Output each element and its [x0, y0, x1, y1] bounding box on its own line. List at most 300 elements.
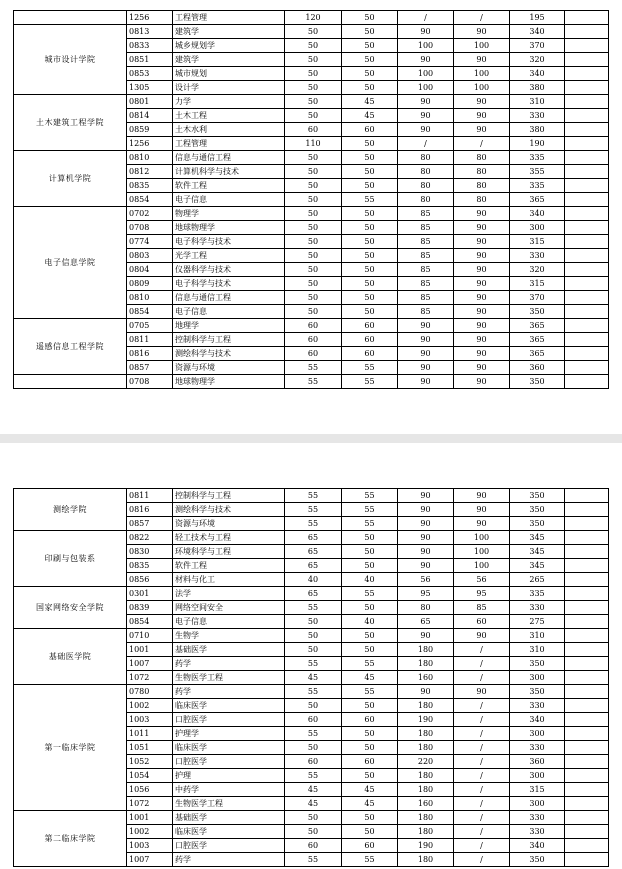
subject2-cell: /: [454, 741, 510, 755]
table-row: [14, 587, 609, 601]
english-cell: 60: [342, 347, 398, 361]
code-cell: 0812: [127, 165, 173, 179]
college-name-cell: 计算机学院: [14, 151, 127, 207]
total-cell: 380: [510, 81, 565, 95]
note-cell: [565, 769, 609, 783]
major-cell: 工程管理: [173, 11, 285, 25]
english-cell: 50: [342, 81, 398, 95]
note-cell: [565, 25, 609, 39]
note-cell: [565, 179, 609, 193]
subject1-cell: 85: [398, 235, 454, 249]
note-cell: [565, 249, 609, 263]
note-cell: [565, 783, 609, 797]
subject2-cell: 90: [454, 489, 510, 503]
english-cell: 50: [342, 11, 398, 25]
subject1-cell: 180: [398, 643, 454, 657]
politics-cell: 60: [285, 755, 342, 769]
subject2-cell: /: [454, 811, 510, 825]
subject2-cell: /: [454, 657, 510, 671]
english-cell: 50: [342, 221, 398, 235]
subject1-cell: 95: [398, 587, 454, 601]
major-cell: 仪器科学与技术: [173, 263, 285, 277]
note-cell: [565, 361, 609, 375]
note-cell: [565, 193, 609, 207]
english-cell: 40: [342, 615, 398, 629]
total-cell: 370: [510, 39, 565, 53]
total-cell: 300: [510, 221, 565, 235]
english-cell: 45: [342, 671, 398, 685]
politics-cell: 50: [285, 207, 342, 221]
subject1-cell: 85: [398, 305, 454, 319]
major-cell: 药学: [173, 657, 285, 671]
major-cell: 物理学: [173, 207, 285, 221]
english-cell: 50: [342, 811, 398, 825]
subject1-cell: 180: [398, 741, 454, 755]
politics-cell: 40: [285, 573, 342, 587]
politics-cell: 55: [285, 517, 342, 531]
subject2-cell: /: [454, 11, 510, 25]
english-cell: 50: [342, 769, 398, 783]
code-cell: 0702: [127, 207, 173, 221]
total-cell: 365: [510, 319, 565, 333]
college-name-cell: 遥感信息工程学院: [14, 319, 127, 375]
note-cell: [565, 123, 609, 137]
english-cell: 50: [342, 67, 398, 81]
politics-cell: 50: [285, 305, 342, 319]
total-cell: 330: [510, 699, 565, 713]
english-cell: 55: [342, 361, 398, 375]
major-cell: 药学: [173, 853, 285, 867]
score-table-page-1: [13, 10, 609, 389]
politics-cell: 120: [285, 11, 342, 25]
note-cell: [565, 671, 609, 685]
politics-cell: 60: [285, 333, 342, 347]
politics-cell: 55: [285, 727, 342, 741]
subject1-cell: 180: [398, 811, 454, 825]
code-cell: 1256: [127, 11, 173, 25]
politics-cell: 50: [285, 825, 342, 839]
english-cell: 45: [342, 95, 398, 109]
code-cell: 1001: [127, 811, 173, 825]
english-cell: 60: [342, 839, 398, 853]
code-cell: 0774: [127, 235, 173, 249]
total-cell: 300: [510, 797, 565, 811]
subject1-cell: 80: [398, 165, 454, 179]
major-cell: 测绘科学与技术: [173, 347, 285, 361]
total-cell: 300: [510, 727, 565, 741]
page-separator: [0, 434, 622, 443]
english-cell: 50: [342, 305, 398, 319]
major-cell: 生物医学工程: [173, 797, 285, 811]
major-cell: 电子信息: [173, 193, 285, 207]
subject2-cell: 90: [454, 291, 510, 305]
politics-cell: 55: [285, 489, 342, 503]
english-cell: 50: [342, 559, 398, 573]
major-cell: 软件工程: [173, 559, 285, 573]
major-cell: 临床医学: [173, 741, 285, 755]
politics-cell: 50: [285, 291, 342, 305]
subject1-cell: 220: [398, 755, 454, 769]
english-cell: 50: [342, 825, 398, 839]
total-cell: 335: [510, 179, 565, 193]
english-cell: 50: [342, 207, 398, 221]
note-cell: [565, 95, 609, 109]
subject1-cell: 85: [398, 277, 454, 291]
english-cell: 50: [342, 179, 398, 193]
total-cell: 365: [510, 333, 565, 347]
total-cell: 310: [510, 629, 565, 643]
major-cell: 城乡规划学: [173, 39, 285, 53]
table-row: [14, 95, 609, 109]
note-cell: [565, 305, 609, 319]
total-cell: 360: [510, 755, 565, 769]
note-cell: [565, 545, 609, 559]
total-cell: 350: [510, 375, 565, 389]
subject1-cell: 90: [398, 347, 454, 361]
note-cell: [565, 347, 609, 361]
subject2-cell: /: [454, 783, 510, 797]
note-cell: [565, 657, 609, 671]
total-cell: 340: [510, 25, 565, 39]
subject2-cell: 90: [454, 123, 510, 137]
subject2-cell: 90: [454, 629, 510, 643]
major-cell: 网络空间安全: [173, 601, 285, 615]
code-cell: 1051: [127, 741, 173, 755]
total-cell: 330: [510, 741, 565, 755]
total-cell: 365: [510, 193, 565, 207]
note-cell: [565, 573, 609, 587]
english-cell: 50: [342, 531, 398, 545]
note-cell: [565, 67, 609, 81]
subject1-cell: 85: [398, 249, 454, 263]
politics-cell: 60: [285, 839, 342, 853]
english-cell: 45: [342, 109, 398, 123]
subject2-cell: 100: [454, 545, 510, 559]
note-cell: [565, 531, 609, 545]
politics-cell: 60: [285, 347, 342, 361]
note-cell: [565, 853, 609, 867]
english-cell: 60: [342, 333, 398, 347]
total-cell: 315: [510, 783, 565, 797]
code-cell: 0811: [127, 489, 173, 503]
total-cell: 350: [510, 503, 565, 517]
total-cell: 340: [510, 67, 565, 81]
code-cell: 0839: [127, 601, 173, 615]
total-cell: 310: [510, 95, 565, 109]
table-row: [14, 25, 609, 39]
subject2-cell: 90: [454, 347, 510, 361]
english-cell: 55: [342, 853, 398, 867]
politics-cell: 55: [285, 657, 342, 671]
politics-cell: 50: [285, 193, 342, 207]
code-cell: 1056: [127, 783, 173, 797]
note-cell: [565, 615, 609, 629]
major-cell: 计算机科学与技术: [173, 165, 285, 179]
code-cell: 0859: [127, 123, 173, 137]
subject2-cell: 90: [454, 685, 510, 699]
code-cell: 0708: [127, 375, 173, 389]
politics-cell: 55: [285, 685, 342, 699]
english-cell: 50: [342, 741, 398, 755]
code-cell: 0835: [127, 559, 173, 573]
politics-cell: 50: [285, 67, 342, 81]
english-cell: 55: [342, 375, 398, 389]
code-cell: 1256: [127, 137, 173, 151]
politics-cell: 45: [285, 671, 342, 685]
note-cell: [565, 221, 609, 235]
note-cell: [565, 165, 609, 179]
subject1-cell: 100: [398, 67, 454, 81]
english-cell: 50: [342, 291, 398, 305]
subject1-cell: 80: [398, 193, 454, 207]
code-cell: 0814: [127, 109, 173, 123]
english-cell: 50: [342, 629, 398, 643]
major-cell: 临床医学: [173, 699, 285, 713]
politics-cell: 110: [285, 137, 342, 151]
note-cell: [565, 643, 609, 657]
english-cell: 60: [342, 123, 398, 137]
total-cell: 190: [510, 137, 565, 151]
table-row: [14, 319, 609, 333]
english-cell: 50: [342, 151, 398, 165]
note-cell: [565, 137, 609, 151]
subject2-cell: /: [454, 825, 510, 839]
subject1-cell: 160: [398, 797, 454, 811]
subject2-cell: 80: [454, 179, 510, 193]
major-cell: 控制科学与工程: [173, 333, 285, 347]
college-name-cell: 第一临床学院: [14, 685, 127, 811]
note-cell: [565, 517, 609, 531]
note-cell: [565, 685, 609, 699]
major-cell: 材料与化工: [173, 573, 285, 587]
major-cell: 中药学: [173, 783, 285, 797]
subject1-cell: /: [398, 11, 454, 25]
code-cell: 1007: [127, 853, 173, 867]
code-cell: 1305: [127, 81, 173, 95]
english-cell: 55: [342, 657, 398, 671]
subject2-cell: 100: [454, 531, 510, 545]
note-cell: [565, 291, 609, 305]
major-cell: 测绘科学与技术: [173, 503, 285, 517]
major-cell: 资源与环境: [173, 517, 285, 531]
politics-cell: 45: [285, 797, 342, 811]
subject2-cell: /: [454, 839, 510, 853]
total-cell: 335: [510, 151, 565, 165]
subject1-cell: 80: [398, 601, 454, 615]
politics-cell: 50: [285, 811, 342, 825]
note-cell: [565, 503, 609, 517]
major-cell: 口腔医学: [173, 713, 285, 727]
subject2-cell: 90: [454, 517, 510, 531]
subject1-cell: 180: [398, 657, 454, 671]
subject1-cell: 90: [398, 531, 454, 545]
code-cell: 0816: [127, 503, 173, 517]
subject2-cell: 80: [454, 193, 510, 207]
politics-cell: 50: [285, 95, 342, 109]
major-cell: 电子科学与技术: [173, 277, 285, 291]
politics-cell: 50: [285, 165, 342, 179]
subject2-cell: /: [454, 727, 510, 741]
major-cell: 地球物理学: [173, 221, 285, 235]
code-cell: 1001: [127, 643, 173, 657]
note-cell: [565, 151, 609, 165]
english-cell: 60: [342, 755, 398, 769]
total-cell: 370: [510, 291, 565, 305]
total-cell: 360: [510, 361, 565, 375]
code-cell: 0810: [127, 151, 173, 165]
note-cell: [565, 727, 609, 741]
subject1-cell: 180: [398, 783, 454, 797]
note-cell: [565, 839, 609, 853]
total-cell: 320: [510, 53, 565, 67]
major-cell: 建筑学: [173, 53, 285, 67]
total-cell: 195: [510, 11, 565, 25]
english-cell: 40: [342, 573, 398, 587]
subject1-cell: 100: [398, 81, 454, 95]
note-cell: [565, 109, 609, 123]
note-cell: [565, 713, 609, 727]
english-cell: 50: [342, 25, 398, 39]
total-cell: 335: [510, 587, 565, 601]
english-cell: 50: [342, 249, 398, 263]
table-row: [14, 489, 609, 503]
english-cell: 55: [342, 587, 398, 601]
major-cell: 法学: [173, 587, 285, 601]
note-cell: [565, 797, 609, 811]
table-row: [14, 375, 609, 389]
subject2-cell: /: [454, 671, 510, 685]
subject1-cell: 90: [398, 319, 454, 333]
code-cell: 0301: [127, 587, 173, 601]
subject1-cell: 90: [398, 123, 454, 137]
politics-cell: 50: [285, 741, 342, 755]
total-cell: 320: [510, 263, 565, 277]
total-cell: 300: [510, 671, 565, 685]
total-cell: 275: [510, 615, 565, 629]
college-name-cell: 印刷与包装系: [14, 531, 127, 587]
subject2-cell: 90: [454, 207, 510, 221]
politics-cell: 50: [285, 615, 342, 629]
note-cell: [565, 559, 609, 573]
subject2-cell: 90: [454, 277, 510, 291]
subject2-cell: 90: [454, 503, 510, 517]
politics-cell: 50: [285, 179, 342, 193]
subject1-cell: 90: [398, 559, 454, 573]
note-cell: [565, 601, 609, 615]
college-name-cell: [14, 11, 127, 25]
total-cell: 300: [510, 769, 565, 783]
table-row: [14, 531, 609, 545]
subject1-cell: 80: [398, 179, 454, 193]
total-cell: 350: [510, 489, 565, 503]
subject1-cell: 85: [398, 221, 454, 235]
note-cell: [565, 629, 609, 643]
major-cell: 土木工程: [173, 109, 285, 123]
subject1-cell: 90: [398, 503, 454, 517]
note-cell: [565, 489, 609, 503]
subject1-cell: 180: [398, 699, 454, 713]
code-cell: 0801: [127, 95, 173, 109]
total-cell: 345: [510, 545, 565, 559]
subject2-cell: 90: [454, 109, 510, 123]
subject1-cell: 90: [398, 53, 454, 67]
politics-cell: 55: [285, 853, 342, 867]
major-cell: 护理学: [173, 727, 285, 741]
major-cell: 城市规划: [173, 67, 285, 81]
subject1-cell: 90: [398, 333, 454, 347]
note-cell: [565, 81, 609, 95]
major-cell: 光学工程: [173, 249, 285, 263]
english-cell: 50: [342, 601, 398, 615]
code-cell: 1002: [127, 699, 173, 713]
major-cell: 地理学: [173, 319, 285, 333]
major-cell: 软件工程: [173, 179, 285, 193]
total-cell: 340: [510, 839, 565, 853]
english-cell: 50: [342, 643, 398, 657]
subject1-cell: 90: [398, 545, 454, 559]
subject2-cell: 100: [454, 559, 510, 573]
english-cell: 50: [342, 277, 398, 291]
subject2-cell: /: [454, 769, 510, 783]
code-cell: 1072: [127, 797, 173, 811]
english-cell: 50: [342, 263, 398, 277]
major-cell: 信息与通信工程: [173, 291, 285, 305]
note-cell: [565, 825, 609, 839]
note-cell: [565, 333, 609, 347]
code-cell: 0780: [127, 685, 173, 699]
code-cell: 0853: [127, 67, 173, 81]
subject1-cell: 56: [398, 573, 454, 587]
note-cell: [565, 587, 609, 601]
total-cell: 365: [510, 347, 565, 361]
major-cell: 口腔医学: [173, 755, 285, 769]
table-row: [14, 811, 609, 825]
document-page-1: [0, 0, 622, 420]
english-cell: 45: [342, 797, 398, 811]
english-cell: 60: [342, 713, 398, 727]
college-name-cell: 国家网络安全学院: [14, 587, 127, 629]
politics-cell: 50: [285, 263, 342, 277]
english-cell: 50: [342, 53, 398, 67]
subject1-cell: 100: [398, 39, 454, 53]
note-cell: [565, 207, 609, 221]
politics-cell: 50: [285, 81, 342, 95]
major-cell: 基础医学: [173, 643, 285, 657]
subject1-cell: 90: [398, 629, 454, 643]
code-cell: 1054: [127, 769, 173, 783]
english-cell: 50: [342, 39, 398, 53]
subject2-cell: 90: [454, 249, 510, 263]
code-cell: 0854: [127, 193, 173, 207]
politics-cell: 50: [285, 39, 342, 53]
subject2-cell: 90: [454, 319, 510, 333]
code-cell: 0830: [127, 545, 173, 559]
subject2-cell: /: [454, 853, 510, 867]
total-cell: 330: [510, 811, 565, 825]
politics-cell: 55: [285, 601, 342, 615]
major-cell: 轻工技术与工程: [173, 531, 285, 545]
subject2-cell: 90: [454, 95, 510, 109]
code-cell: 1072: [127, 671, 173, 685]
subject1-cell: 90: [398, 517, 454, 531]
code-cell: 1002: [127, 825, 173, 839]
code-cell: 0822: [127, 531, 173, 545]
politics-cell: 60: [285, 123, 342, 137]
subject1-cell: 80: [398, 151, 454, 165]
note-cell: [565, 263, 609, 277]
code-cell: 0809: [127, 277, 173, 291]
total-cell: 330: [510, 109, 565, 123]
